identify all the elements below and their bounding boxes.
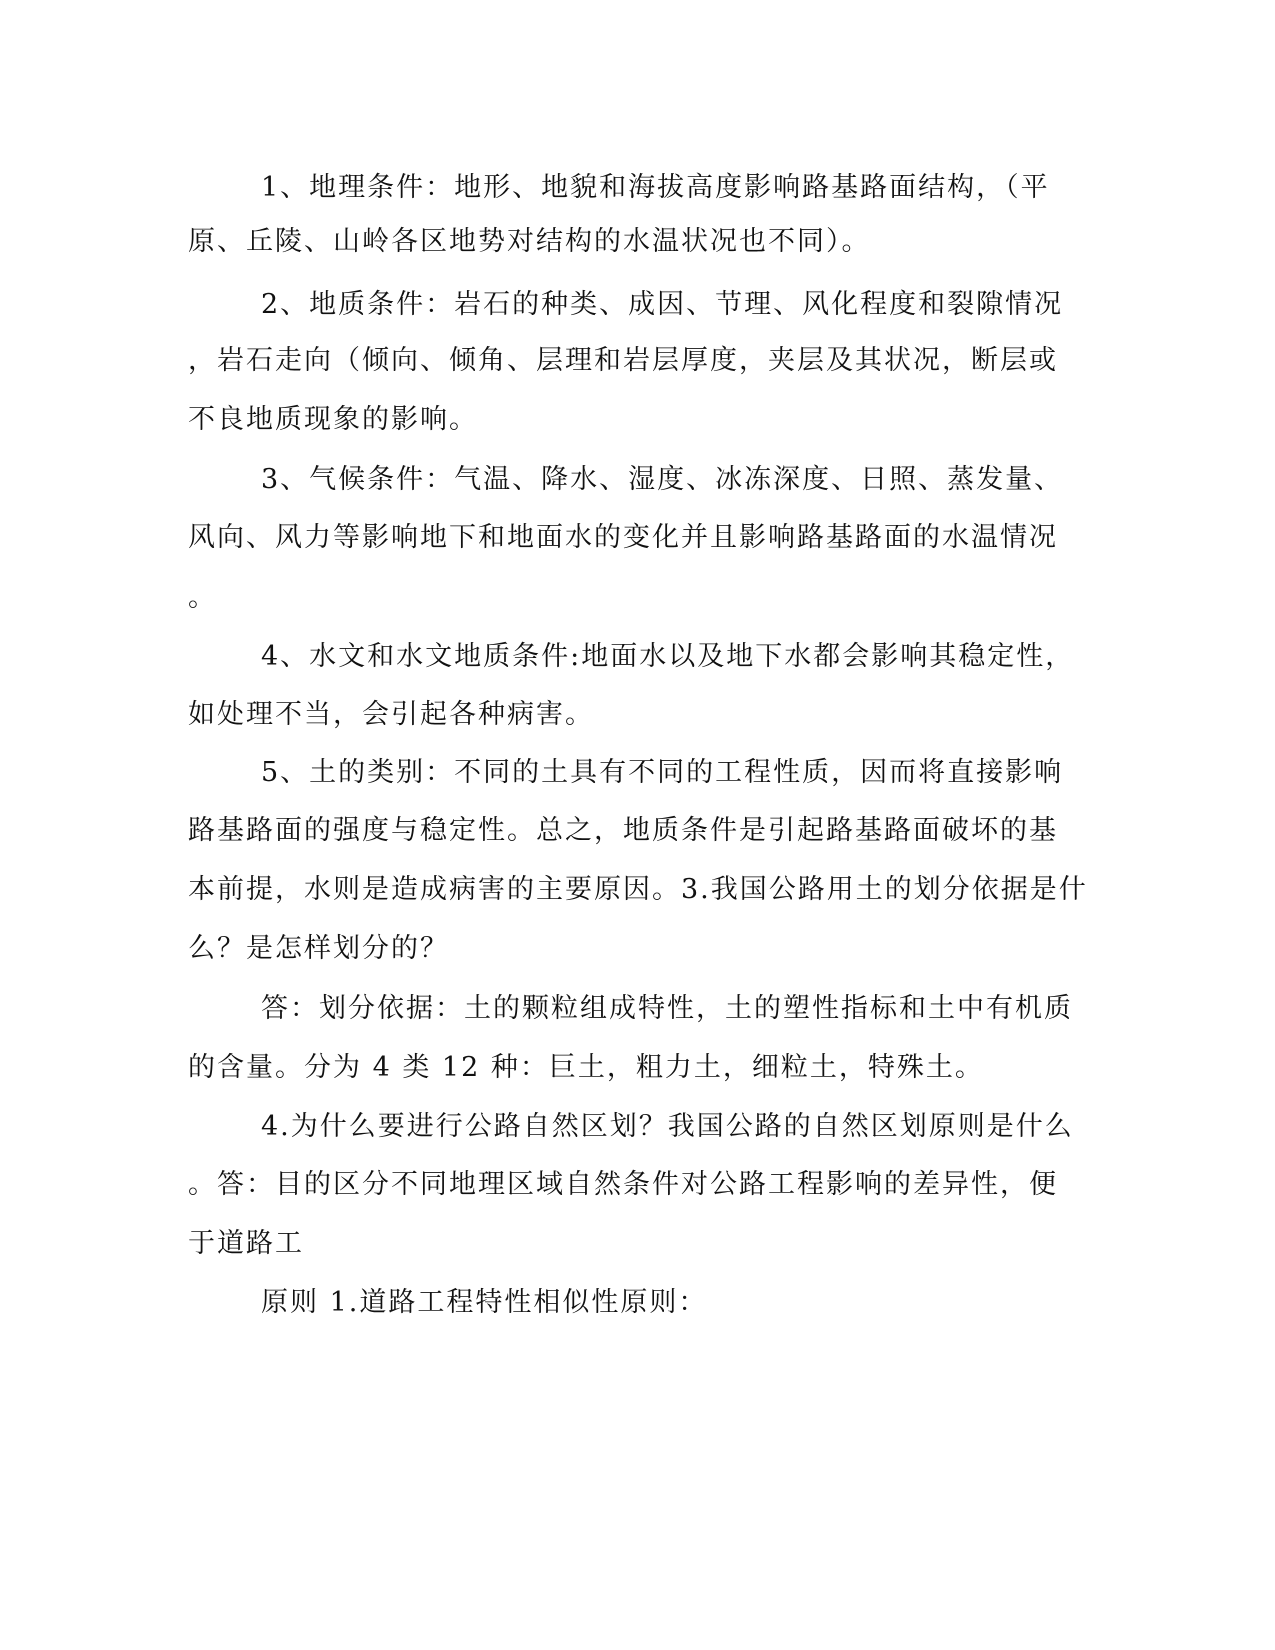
text-line: 5、土的类别：不同的土具有不同的工程性质，因而将直接影响	[261, 757, 1064, 788]
text-line: 本前提，水则是造成病害的主要原因。3.我国公路用土的划分依据是什	[188, 874, 1088, 905]
text-line: 风向、风力等影响地下和地面水的变化并且影响路基路面的水温情况	[188, 522, 1058, 553]
text-line: 原则 1.道路工程特性相似性原则：	[261, 1287, 708, 1318]
text-line: 答：划分依据：土的颗粒组成特性，土的塑性指标和土中有机质	[261, 993, 1073, 1024]
text-line: ，岩石走向（倾向、倾角、层理和岩层厚度，夹层及其状况，断层或	[188, 345, 1058, 376]
text-line: 么？是怎样划分的？	[188, 933, 449, 964]
text-line: 不良地质现象的影响。	[188, 404, 478, 435]
text-line: 的含量。分为 4 类 12 种：巨土，粗力土，细粒土，特殊土。	[188, 1052, 984, 1083]
text-line: 3、气候条件：气温、降水、湿度、冰冻深度、日照、蒸发量、	[261, 464, 1064, 495]
text-line: 。	[188, 582, 217, 613]
text-line: 4、水文和水文地质条件:地面水以及地下水都会影响其稳定性，	[261, 641, 1075, 672]
text-line: 。答：目的区分不同地理区域自然条件对公路工程影响的差异性，便	[188, 1169, 1058, 1200]
text-line: 2、地质条件：岩石的种类、成因、节理、风化程度和裂隙情况	[261, 289, 1064, 320]
text-line: 1、地理条件：地形、地貌和海拔高度影响路基路面结构，（平	[261, 172, 1050, 203]
text-line: 如处理不当，会引起各种病害。	[188, 699, 594, 730]
text-line: 路基路面的强度与稳定性。总之，地质条件是引起路基路面破坏的基	[188, 815, 1058, 846]
text-line: 原、丘陵、山岭各区地势对结构的水温状况也不同）。	[188, 226, 871, 257]
text-line: 于道路工	[188, 1228, 304, 1259]
text-line: 4.为什么要进行公路自然区划？我国公路的自然区划原则是什么	[261, 1111, 1074, 1142]
